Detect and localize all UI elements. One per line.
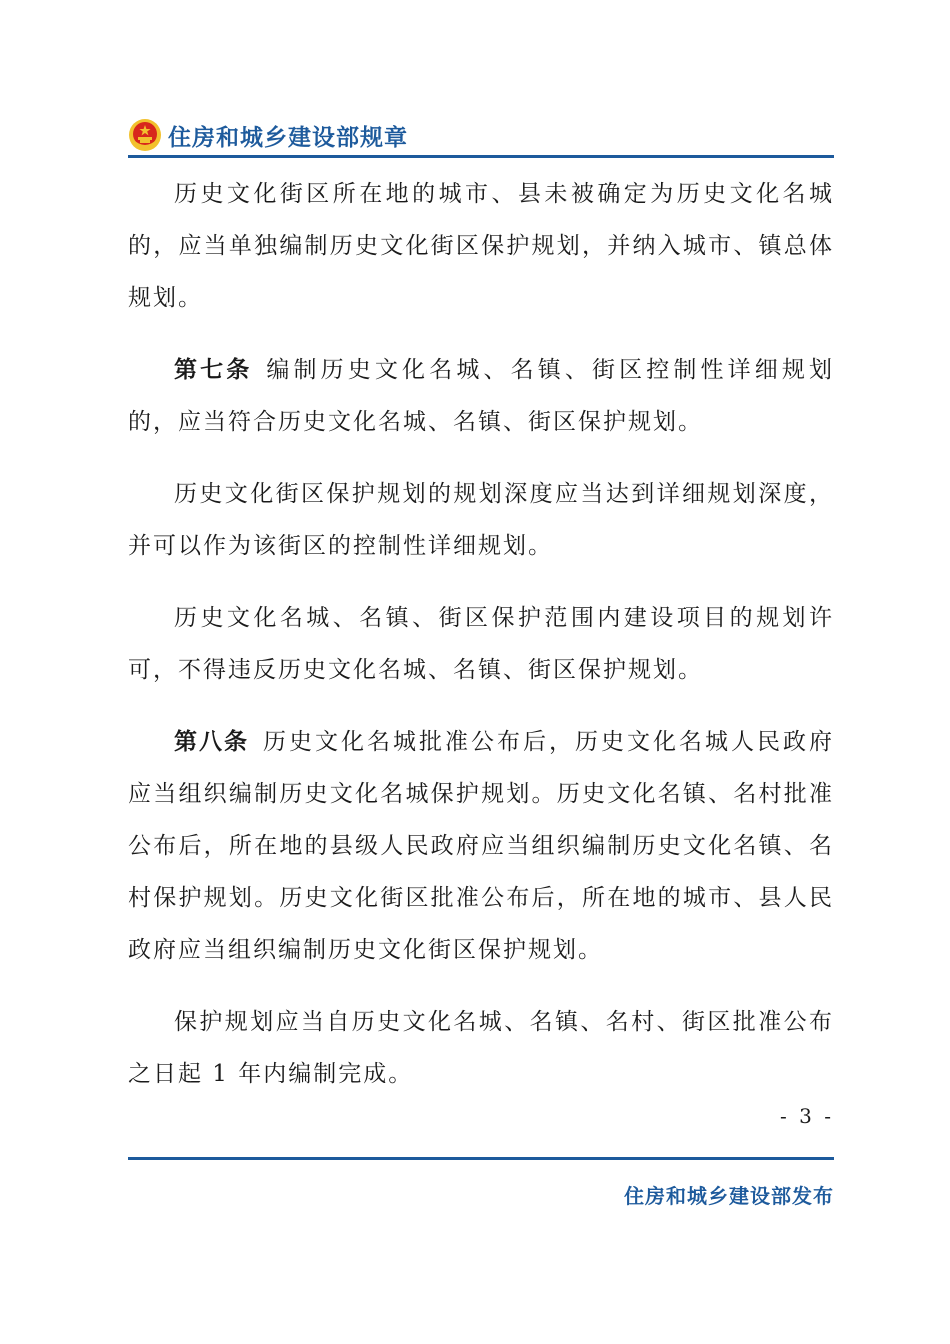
paragraph	[128, 592, 834, 696]
paragraph-text: 历史文化名城、名镇、街区保护范围内建设项目的规划许可，不得违反历史文化名城、名镇、街区保护规划。	[128, 605, 834, 683]
paragraph-text: 历史文化街区保护规划的规划深度应当达到详细规划深度，并可以作为该街区的控制性详细规划。	[128, 481, 834, 559]
article-label: 第七条	[174, 357, 253, 383]
footer-publisher: 住房和城乡建设部发布	[624, 1184, 834, 1208]
page-number: - 3 -	[780, 1104, 834, 1128]
page-header	[128, 114, 834, 156]
document-body	[128, 168, 834, 1120]
header-title: 住房和城乡建设部规章	[168, 124, 408, 151]
paragraph-text: 历史文化街区所在地的城市、县未被确定为历史文化名城的，应当单独编制历史文化街区保护规划，并纳入城市、镇总体规划。	[128, 181, 834, 311]
header-divider	[128, 155, 834, 158]
paragraph-text: 编制历史文化名城、名镇、街区控制性详细规划的，应当符合历史文化名城、名镇、街区保护规划。	[128, 357, 835, 435]
paragraph	[128, 716, 834, 976]
national-emblem-icon	[128, 118, 162, 152]
article-label: 第八条	[174, 729, 249, 755]
paragraph	[128, 996, 834, 1100]
paragraph	[128, 168, 834, 324]
paragraph	[128, 344, 834, 448]
paragraph-text: 历史文化名城批准公布后，历史文化名城人民政府应当组织编制历史文化名城保护规划。历史文化名镇、名村批准公布后，所在地的县级人民政府应当组织编制历史文化名镇、名村保护规划。历史文化街区批准公布后，所在地的城市、县人民政府应当组织编制历史文化街区保护规划。	[128, 729, 834, 963]
paragraph	[128, 468, 834, 572]
paragraph-text: 保护规划应当自历史文化名城、名镇、名村、街区批准公布之日起 1 年内编制完成。	[128, 1009, 834, 1087]
footer-divider	[128, 1157, 834, 1160]
